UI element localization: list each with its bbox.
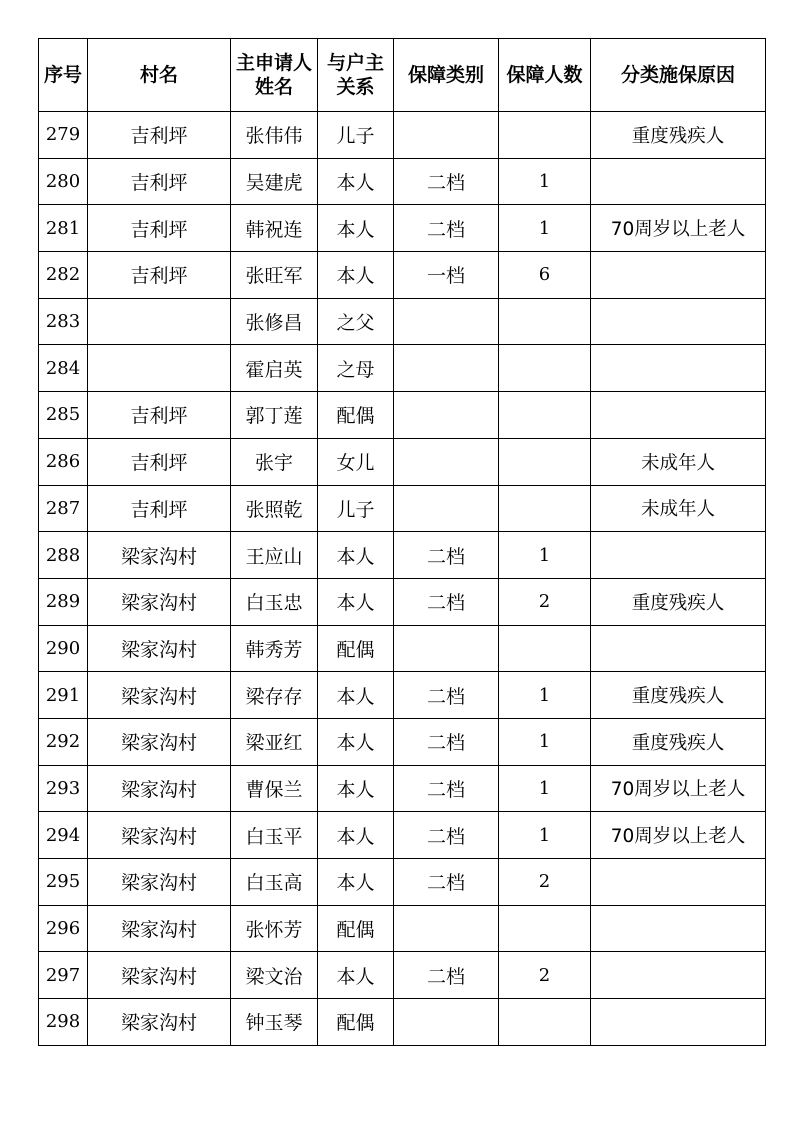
serial-number-cell: 289	[39, 578, 88, 625]
covered-persons-cell: 1	[499, 718, 591, 765]
covered-persons-cell: 2	[499, 859, 591, 906]
covered-persons-cell	[499, 999, 591, 1046]
serial-number-cell: 287	[39, 485, 88, 532]
table-row	[39, 765, 766, 812]
village-name-cell: 吉利坪	[88, 392, 231, 439]
relation-cell: 本人	[318, 859, 394, 906]
serial-number-cell: 286	[39, 438, 88, 485]
village-name-cell: 吉利坪	[88, 205, 231, 252]
relation-cell: 本人	[318, 672, 394, 719]
serial-number-cell: 288	[39, 532, 88, 579]
covered-persons-cell: 1	[499, 205, 591, 252]
applicant-name-cell: 张修昌	[231, 298, 318, 345]
category-cell: 二档	[394, 859, 499, 906]
serial-number-cell: 294	[39, 812, 88, 859]
relation-cell: 本人	[318, 578, 394, 625]
applicant-name-cell: 梁存存	[231, 672, 318, 719]
reason-cell	[591, 298, 766, 345]
covered-persons-cell: 6	[499, 252, 591, 299]
serial-number-cell: 285	[39, 392, 88, 439]
village-name-cell: 吉利坪	[88, 438, 231, 485]
header-classification-reason: 分类施保原因	[591, 39, 766, 112]
covered-persons-cell: 1	[499, 672, 591, 719]
village-name-cell: 梁家沟村	[88, 672, 231, 719]
category-cell	[394, 485, 499, 532]
applicant-name-cell: 张旺军	[231, 252, 318, 299]
table-row	[39, 112, 766, 159]
table-row	[39, 999, 766, 1046]
table-row	[39, 952, 766, 999]
header-covered-persons: 保障人数	[499, 39, 591, 112]
relation-cell: 本人	[318, 765, 394, 812]
header-applicant-name: 主申请人姓名	[231, 39, 318, 112]
serial-number-cell: 293	[39, 765, 88, 812]
reason-cell: 重度残疾人	[591, 578, 766, 625]
village-name-cell: 梁家沟村	[88, 765, 231, 812]
applicant-name-cell: 梁亚红	[231, 718, 318, 765]
applicant-name-cell: 白玉忠	[231, 578, 318, 625]
serial-number-cell: 292	[39, 718, 88, 765]
village-name-cell: 梁家沟村	[88, 578, 231, 625]
applicant-name-cell: 白玉高	[231, 859, 318, 906]
village-name-cell: 梁家沟村	[88, 812, 231, 859]
category-cell	[394, 112, 499, 159]
category-cell: 二档	[394, 672, 499, 719]
category-cell	[394, 625, 499, 672]
applicant-name-cell: 张照乾	[231, 485, 318, 532]
relation-cell: 本人	[318, 158, 394, 205]
serial-number-cell: 283	[39, 298, 88, 345]
covered-persons-cell	[499, 905, 591, 952]
relation-cell: 本人	[318, 252, 394, 299]
covered-persons-cell	[499, 298, 591, 345]
table-row	[39, 812, 766, 859]
serial-number-cell: 298	[39, 999, 88, 1046]
serial-number-cell: 279	[39, 112, 88, 159]
covered-persons-cell: 1	[499, 765, 591, 812]
relation-cell: 本人	[318, 205, 394, 252]
category-cell	[394, 345, 499, 392]
village-name-cell: 梁家沟村	[88, 532, 231, 579]
applicant-name-cell: 白玉平	[231, 812, 318, 859]
table-row	[39, 158, 766, 205]
reason-cell	[591, 345, 766, 392]
applicant-name-cell: 钟玉琴	[231, 999, 318, 1046]
category-cell	[394, 905, 499, 952]
reason-cell: 重度残疾人	[591, 672, 766, 719]
village-name-cell: 梁家沟村	[88, 718, 231, 765]
reason-cell: 未成年人	[591, 438, 766, 485]
reason-cell	[591, 952, 766, 999]
applicant-name-cell: 王应山	[231, 532, 318, 579]
header-relation-to-head: 与户主关系	[318, 39, 394, 112]
applicant-name-cell: 霍启英	[231, 345, 318, 392]
village-name-cell: 吉利坪	[88, 158, 231, 205]
relation-cell: 之父	[318, 298, 394, 345]
village-name-cell: 梁家沟村	[88, 905, 231, 952]
village-name-cell: 吉利坪	[88, 252, 231, 299]
category-cell: 一档	[394, 252, 499, 299]
table-row	[39, 625, 766, 672]
category-cell: 二档	[394, 158, 499, 205]
reason-cell: 70周岁以上老人	[591, 205, 766, 252]
table-row	[39, 252, 766, 299]
table-row	[39, 905, 766, 952]
covered-persons-cell	[499, 625, 591, 672]
village-name-cell	[88, 298, 231, 345]
serial-number-cell: 282	[39, 252, 88, 299]
reason-cell: 重度残疾人	[591, 112, 766, 159]
village-name-cell: 梁家沟村	[88, 625, 231, 672]
serial-number-cell: 281	[39, 205, 88, 252]
assistance-table	[38, 38, 766, 1046]
header-village-name: 村名	[88, 39, 231, 112]
reason-cell	[591, 532, 766, 579]
applicant-name-cell: 张伟伟	[231, 112, 318, 159]
table-row	[39, 532, 766, 579]
reason-cell: 未成年人	[591, 485, 766, 532]
applicant-name-cell: 张宇	[231, 438, 318, 485]
applicant-name-cell: 郭丁莲	[231, 392, 318, 439]
village-name-cell: 梁家沟村	[88, 999, 231, 1046]
table-row	[39, 298, 766, 345]
serial-number-cell: 284	[39, 345, 88, 392]
reason-cell	[591, 999, 766, 1046]
reason-cell: 70周岁以上老人	[591, 812, 766, 859]
relation-cell: 配偶	[318, 625, 394, 672]
relation-cell: 本人	[318, 952, 394, 999]
table-row	[39, 718, 766, 765]
reason-cell	[591, 625, 766, 672]
reason-cell: 70周岁以上老人	[591, 765, 766, 812]
covered-persons-cell: 1	[499, 158, 591, 205]
header-row	[39, 39, 766, 112]
relation-cell: 女儿	[318, 438, 394, 485]
serial-number-cell: 280	[39, 158, 88, 205]
serial-number-cell: 290	[39, 625, 88, 672]
village-name-cell: 梁家沟村	[88, 952, 231, 999]
applicant-name-cell: 韩秀芳	[231, 625, 318, 672]
category-cell: 二档	[394, 532, 499, 579]
header-serial-number: 序号	[39, 39, 88, 112]
relation-cell: 儿子	[318, 485, 394, 532]
covered-persons-cell: 2	[499, 578, 591, 625]
relation-cell: 配偶	[318, 392, 394, 439]
covered-persons-cell: 1	[499, 532, 591, 579]
reason-cell	[591, 392, 766, 439]
applicant-name-cell: 张怀芳	[231, 905, 318, 952]
table-row	[39, 859, 766, 906]
village-name-cell	[88, 345, 231, 392]
applicant-name-cell: 曹保兰	[231, 765, 318, 812]
table-row	[39, 672, 766, 719]
category-cell: 二档	[394, 812, 499, 859]
applicant-name-cell: 梁文治	[231, 952, 318, 999]
table-row	[39, 205, 766, 252]
covered-persons-cell	[499, 345, 591, 392]
category-cell: 二档	[394, 765, 499, 812]
category-cell	[394, 999, 499, 1046]
serial-number-cell: 297	[39, 952, 88, 999]
table-row	[39, 578, 766, 625]
reason-cell	[591, 252, 766, 299]
serial-number-cell: 291	[39, 672, 88, 719]
category-cell: 二档	[394, 952, 499, 999]
reason-cell	[591, 158, 766, 205]
table-row	[39, 392, 766, 439]
covered-persons-cell	[499, 112, 591, 159]
covered-persons-cell: 2	[499, 952, 591, 999]
relation-cell: 之母	[318, 345, 394, 392]
covered-persons-cell	[499, 438, 591, 485]
relation-cell: 本人	[318, 812, 394, 859]
relation-cell: 本人	[318, 718, 394, 765]
reason-cell	[591, 905, 766, 952]
category-cell	[394, 298, 499, 345]
category-cell	[394, 438, 499, 485]
village-name-cell: 梁家沟村	[88, 859, 231, 906]
reason-cell	[591, 859, 766, 906]
village-name-cell: 吉利坪	[88, 485, 231, 532]
relation-cell: 儿子	[318, 112, 394, 159]
table-row	[39, 438, 766, 485]
table-row	[39, 345, 766, 392]
category-cell: 二档	[394, 205, 499, 252]
relation-cell: 配偶	[318, 999, 394, 1046]
relation-cell: 配偶	[318, 905, 394, 952]
serial-number-cell: 295	[39, 859, 88, 906]
reason-cell: 重度残疾人	[591, 718, 766, 765]
serial-number-cell: 296	[39, 905, 88, 952]
table-row	[39, 485, 766, 532]
relation-cell: 本人	[318, 532, 394, 579]
document-sheet	[38, 38, 766, 1046]
covered-persons-cell	[499, 485, 591, 532]
category-cell	[394, 392, 499, 439]
applicant-name-cell: 吴建虎	[231, 158, 318, 205]
village-name-cell: 吉利坪	[88, 112, 231, 159]
category-cell: 二档	[394, 578, 499, 625]
table-body	[39, 112, 766, 1046]
header-assistance-category: 保障类别	[394, 39, 499, 112]
applicant-name-cell: 韩祝连	[231, 205, 318, 252]
covered-persons-cell: 1	[499, 812, 591, 859]
covered-persons-cell	[499, 392, 591, 439]
category-cell: 二档	[394, 718, 499, 765]
